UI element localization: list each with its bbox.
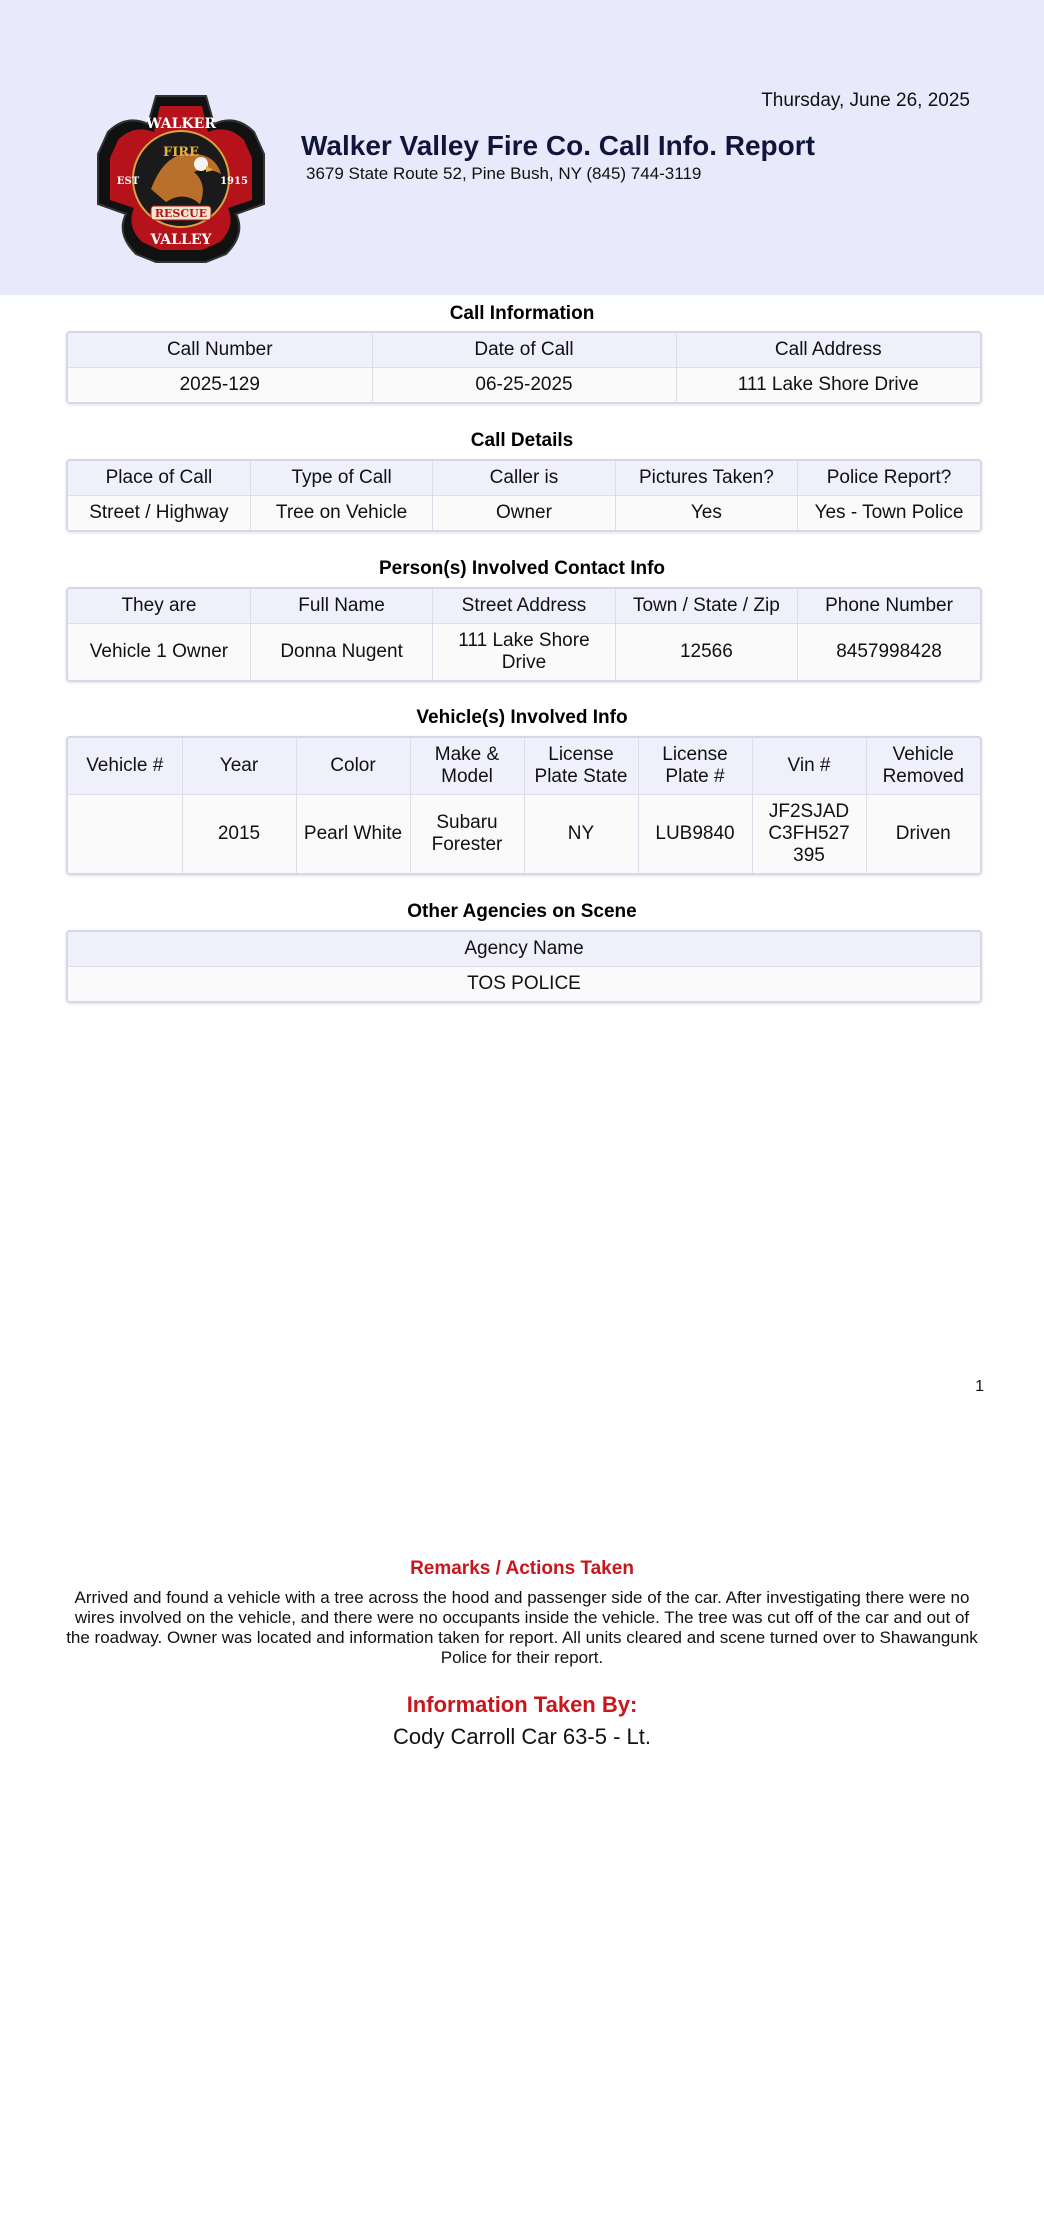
other-agencies-title: Other Agencies on Scene bbox=[407, 901, 637, 922]
table-header-row bbox=[68, 932, 980, 967]
table-header-row bbox=[68, 461, 980, 496]
table-cell: 2015 bbox=[182, 795, 296, 874]
table-cell: 12566 bbox=[615, 624, 797, 681]
table-cell: 111 Lake Shore Drive bbox=[433, 624, 615, 681]
table-row bbox=[68, 967, 980, 1002]
call-information-title: Call Information bbox=[449, 303, 595, 324]
other-agencies-table bbox=[66, 930, 982, 1003]
taken-by-name: Cody Carroll Car 63-5 - Lt. bbox=[393, 1724, 651, 1749]
table-cell: Pearl White bbox=[296, 795, 410, 874]
svg-text:EST: EST bbox=[116, 176, 140, 187]
header-cell: License Plate # bbox=[638, 738, 752, 795]
table-cell: Tree on Vehicle bbox=[250, 496, 432, 531]
taken-by-title: Information Taken By: bbox=[406, 1692, 638, 1717]
svg-text:RESCUE: RESCUE bbox=[154, 207, 208, 220]
table-cell: Donna Nugent bbox=[250, 624, 432, 681]
persons-involved-title: Person(s) Involved Contact Info bbox=[378, 558, 666, 579]
table-cell: LUB9840 bbox=[638, 795, 752, 874]
fire-company-logo bbox=[96, 94, 266, 264]
table-header-row bbox=[68, 333, 980, 368]
table-cell: 2025-129 bbox=[68, 368, 372, 403]
table-row bbox=[68, 624, 980, 681]
vehicles-involved-title: Vehicle(s) Involved Info bbox=[416, 707, 628, 728]
table-header-row bbox=[68, 589, 980, 624]
table-cell: 8457998428 bbox=[798, 624, 980, 681]
header-cell: Color bbox=[296, 738, 410, 795]
table-cell: Subaru Forester bbox=[410, 795, 524, 874]
header-cell: Agency Name bbox=[68, 932, 980, 967]
header-cell: Vehicle Removed bbox=[866, 738, 980, 795]
page-number: 1 bbox=[975, 1378, 984, 1395]
header-cell: Date of Call bbox=[372, 333, 676, 368]
header-cell: Vehicle # bbox=[68, 738, 182, 795]
report-header bbox=[0, 0, 1044, 295]
table-cell: Street / Highway bbox=[68, 496, 250, 531]
header-cell: Town / State / Zip bbox=[615, 589, 797, 624]
svg-text:WALKER: WALKER bbox=[145, 116, 217, 132]
svg-text:VALLEY: VALLEY bbox=[150, 232, 212, 248]
header-cell: Type of Call bbox=[250, 461, 432, 496]
table-cell: Yes bbox=[615, 496, 797, 531]
call-information-table bbox=[66, 331, 982, 404]
table-cell bbox=[68, 795, 182, 874]
table-row bbox=[68, 368, 980, 403]
header-cell: Vin # bbox=[752, 738, 866, 795]
company-address: 3679 State Route 52, Pine Bush, NY (845) 744-3119 bbox=[306, 164, 702, 183]
header-cell: Full Name bbox=[250, 589, 432, 624]
table-row bbox=[68, 496, 980, 531]
call-details-table bbox=[66, 459, 982, 532]
table-cell: TOS POLICE bbox=[68, 967, 980, 1002]
header-cell: Pictures Taken? bbox=[615, 461, 797, 496]
header-cell: Place of Call bbox=[68, 461, 250, 496]
persons-involved-table bbox=[66, 587, 982, 682]
header-cell: Year bbox=[182, 738, 296, 795]
vehicles-involved-table bbox=[66, 736, 982, 875]
svg-text:FIRE: FIRE bbox=[162, 145, 200, 160]
header-cell: Police Report? bbox=[798, 461, 980, 496]
header-cell: Call Number bbox=[68, 333, 372, 368]
table-cell: JF2SJAD C3FH527 395 bbox=[752, 795, 866, 874]
remarks-text: Arrived and found a vehicle with a tree across the hood and passenger side of the car. After investigating there were no wires involved on the vehicle, and there were no occupants inside the vehicle. The tree was cut off of the car and out of the roadway. Owner was located and information taken for report. All units cleared and scene turned over to Shawangunk Police for their report. bbox=[66, 1588, 978, 1667]
header-cell: License Plate State bbox=[524, 738, 638, 795]
header-cell: Make & Model bbox=[410, 738, 524, 795]
table-cell: 111 Lake Shore Drive bbox=[676, 368, 980, 403]
table-cell: NY bbox=[524, 795, 638, 874]
table-cell: Yes - Town Police bbox=[798, 496, 980, 531]
svg-text:1915: 1915 bbox=[220, 176, 248, 187]
table-cell: Owner bbox=[433, 496, 615, 531]
header-cell: Phone Number bbox=[798, 589, 980, 624]
table-header-row bbox=[68, 738, 980, 795]
header-cell: They are bbox=[68, 589, 250, 624]
table-row bbox=[68, 795, 980, 874]
table-cell: 06-25-2025 bbox=[372, 368, 676, 403]
table-cell: Vehicle 1 Owner bbox=[68, 624, 250, 681]
header-cell: Street Address bbox=[433, 589, 615, 624]
report-date: Thursday, June 26, 2025 bbox=[761, 90, 970, 111]
call-details-title: Call Details bbox=[470, 430, 574, 451]
header-cell: Call Address bbox=[676, 333, 980, 368]
table-cell: Driven bbox=[866, 795, 980, 874]
report-title: Walker Valley Fire Co. Call Info. Report bbox=[301, 130, 815, 161]
remarks-title: Remarks / Actions Taken bbox=[410, 1558, 634, 1579]
header-cell: Caller is bbox=[433, 461, 615, 496]
